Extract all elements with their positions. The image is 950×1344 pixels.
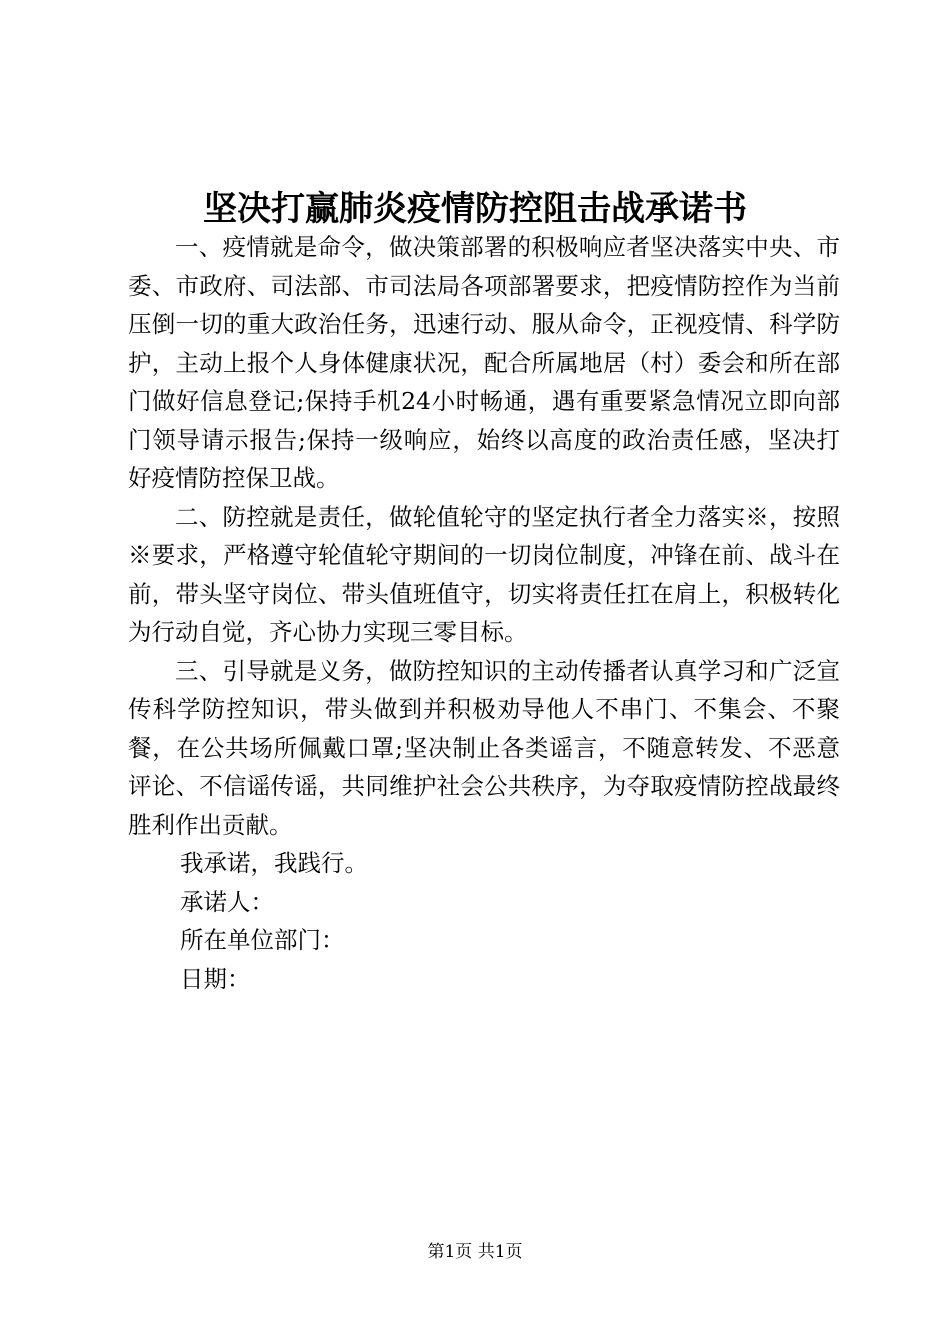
- department-label: 所在单位部门：: [180, 926, 345, 954]
- document-title: 坚决打赢肺炎疫情防控阻击战承诺书: [203, 189, 747, 229]
- paragraph-1: 一、疫情就是命令，做决策部署的积极响应者坚决落实中央、市委、市政府、司法部、市司法局各项部署要求，把疫情防控作为当前压倒一切的重大政治任务，迅速行动、服从命令，正视疫情、科学防护，主动上报个人身体健康状况，配合所属地居（村）委会和所在部门做好信息登记;保持手机24小时畅通，遇有重要紧急情况立即向部门领导请示报告;保持一级响应，始终以高度的政治责任感，坚决打好疫情防控保卫战。: [128, 233, 840, 492]
- page-footer: 第1页 共1页: [427, 1242, 523, 1262]
- pledge-line: 我承诺，我践行。: [180, 849, 368, 877]
- date-label: 日期：: [180, 964, 251, 993]
- signer-label: 承诺人：: [180, 887, 274, 916]
- document-body: [128, 228, 840, 998]
- paragraph-3: 三、引导就是义务，做防控知识的主动传播者认真学习和广泛宣传科学防控知识，带头做到并积极劝导他人不串门、不集会、不聚餐，在公共场所佩戴口罩;坚决制止各类谣言，不随意转发、不恶意评论、不信谣传谣，共同维护社会公共秩序，为夺取疫情防控战最终胜利作出贡献。: [128, 656, 840, 839]
- paragraph-2: 二、防控就是责任，做轮值轮守的坚定执行者全力落实※，按照※要求，严格遵守轮值轮守期间的一切岗位制度，冲锋在前、战斗在前，带头坚守岗位、带头值班值守，切实将责任扛在肩上，积极转化为行动自觉，齐心协力实现三零目标。: [128, 502, 840, 646]
